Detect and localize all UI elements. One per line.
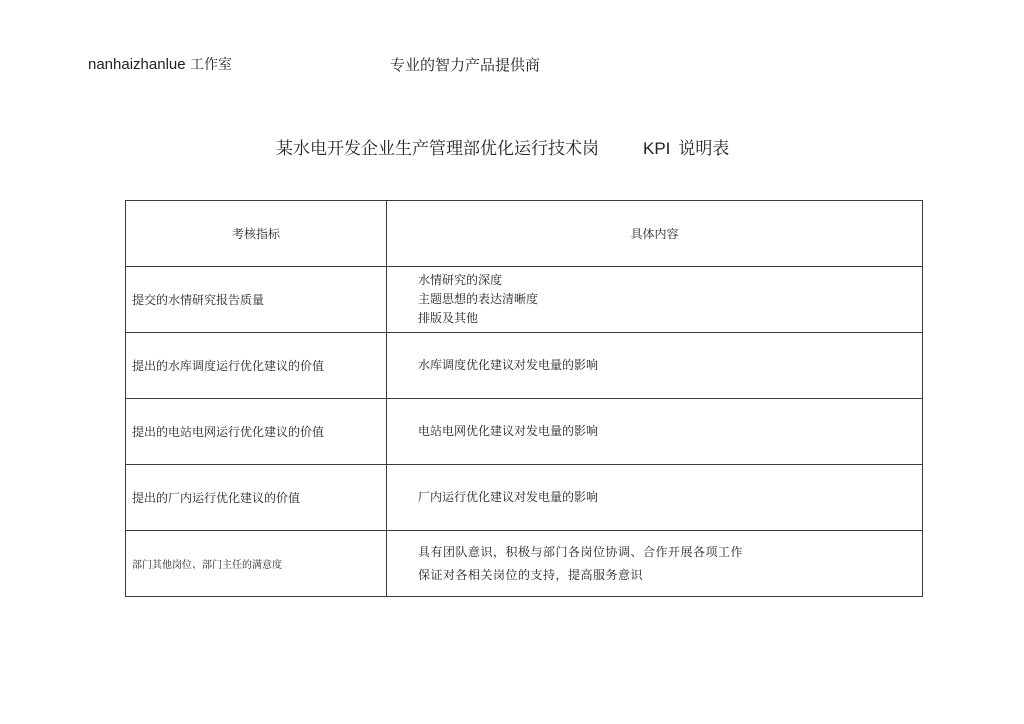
column-header-content: 具体内容 — [387, 201, 923, 267]
page-header-slogan: 专业的智力产品提供商 — [390, 56, 541, 74]
content-cell — [387, 333, 923, 399]
table-row — [126, 399, 923, 465]
kpi-table — [125, 200, 923, 597]
content-line: 水库调度优化建议对发电量的影响 — [418, 358, 599, 372]
indicator-cell: 提出的电站电网运行优化建议的价值 — [126, 399, 387, 465]
title-suffix: 说明表 — [678, 139, 730, 159]
indicator-cell: 部门其他岗位、部门主任的满意度 — [126, 531, 387, 597]
title-kpi: KPI — [643, 139, 671, 158]
content-cell — [387, 267, 923, 333]
title-main: 某水电开发企业生产管理部优化运行技术岗 — [276, 139, 599, 159]
content-line: 保证对各相关岗位的支持，提高服务意识 — [418, 567, 644, 582]
indicator-cell: 提交的水情研究报告质量 — [126, 267, 387, 333]
content-line: 水情研究的深度 — [418, 273, 503, 287]
table-header-row — [126, 201, 923, 267]
column-header-indicator: 考核指标 — [126, 201, 387, 267]
content-line: 具有团队意识，积极与部门各岗位协调、合作开展各项工作 — [418, 544, 744, 559]
indicator-cell: 提出的厂内运行优化建议的价值 — [126, 465, 387, 531]
content-line: 厂内运行优化建议对发电量的影响 — [418, 490, 599, 504]
content-line: 主题思想的表达清晰度 — [418, 292, 539, 306]
document-title — [276, 134, 729, 159]
table-row — [126, 267, 923, 333]
content-line: 电站电网优化建议对发电量的影响 — [418, 424, 599, 438]
table-row — [126, 465, 923, 531]
content-cell — [387, 465, 923, 531]
page-header-left — [88, 54, 232, 74]
content-cell — [387, 531, 923, 597]
table-row — [126, 531, 923, 597]
content-cell — [387, 399, 923, 465]
content-line: 排版及其他 — [418, 311, 479, 325]
table-row — [126, 333, 923, 399]
brand-name: nanhaizhanlue — [88, 56, 186, 73]
studio-label: 工作室 — [190, 57, 233, 73]
indicator-cell: 提出的水库调度运行优化建议的价值 — [126, 333, 387, 399]
